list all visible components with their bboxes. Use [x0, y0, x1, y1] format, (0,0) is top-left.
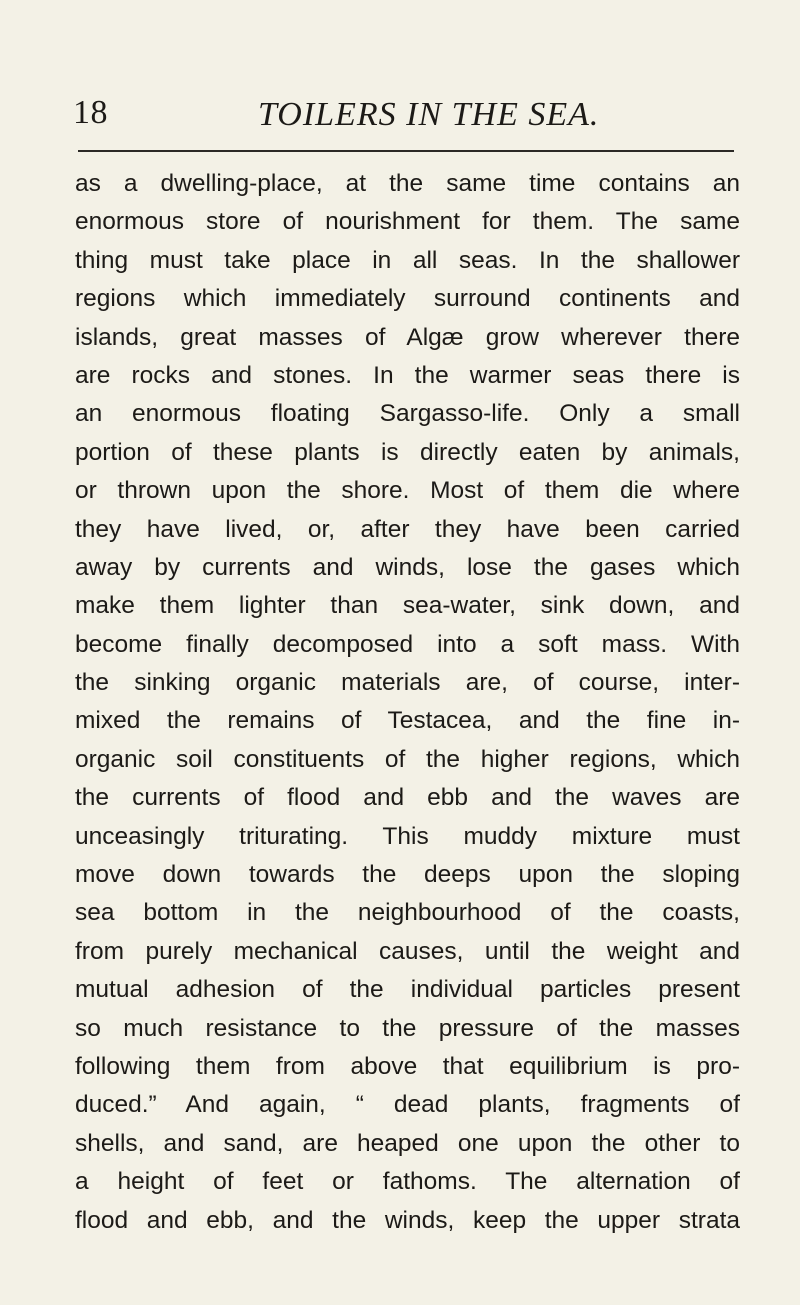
- text-line: flood and ebb, and the winds, keep the upper strata: [75, 1206, 740, 1234]
- text-line: enormous store of nourishment for them. The same: [75, 208, 740, 236]
- text-line: an enormous floating Sargasso-life. Only a small: [75, 400, 740, 428]
- text-line: become finally decomposed into a soft mass. With: [75, 630, 740, 658]
- text-line: a height of feet or fathoms. The alternation of: [75, 1168, 740, 1196]
- text-line: from purely mechanical causes, until the weight and: [75, 937, 740, 965]
- text-line: islands, great masses of Algæ grow wherever there: [75, 323, 740, 351]
- body-text: [75, 165, 740, 1240]
- text-line: make them lighter than sea-water, sink down, and: [75, 592, 740, 620]
- running-title: TOILERS IN THE SEA.: [258, 96, 600, 133]
- text-line: following them from above that equilibrium is pro-: [75, 1052, 740, 1080]
- text-line: they have lived, or, after they have been carried: [75, 515, 740, 543]
- text-line: so much resistance to the pressure of the masses: [75, 1014, 740, 1042]
- text-line: are rocks and stones. In the warmer seas there is: [75, 361, 740, 389]
- text-line: portion of these plants is directly eaten by animals,: [75, 438, 740, 466]
- text-line: duced.” And again, “ dead plants, fragments of: [75, 1091, 740, 1119]
- text-line: away by currents and winds, lose the gases which: [75, 553, 740, 581]
- text-line: unceasingly triturating. This muddy mixture must: [75, 822, 740, 850]
- text-line: mixed the remains of Testacea, and the fine in-: [75, 707, 740, 735]
- text-line: the currents of flood and ebb and the waves are: [75, 784, 740, 812]
- header-rule: [78, 150, 734, 152]
- text-line: regions which immediately surround continents and: [75, 285, 740, 313]
- text-line: as a dwelling-place, at the same time contains an: [75, 170, 740, 197]
- text-line: thing must take place in all seas. In the shallower: [75, 246, 740, 274]
- text-line: the sinking organic materials are, of course, inter-: [75, 669, 740, 697]
- page-number: 18: [73, 94, 108, 131]
- text-line: or thrown upon the shore. Most of them die where: [75, 477, 740, 505]
- text-line: sea bottom in the neighbourhood of the coasts,: [75, 899, 740, 927]
- text-line: organic soil constituents of the higher regions, which: [75, 745, 740, 773]
- text-line: shells, and sand, are heaped one upon the other to: [75, 1129, 740, 1157]
- text-line: move down towards the deeps upon the sloping: [75, 861, 740, 889]
- text-line: mutual adhesion of the individual particles present: [75, 976, 740, 1004]
